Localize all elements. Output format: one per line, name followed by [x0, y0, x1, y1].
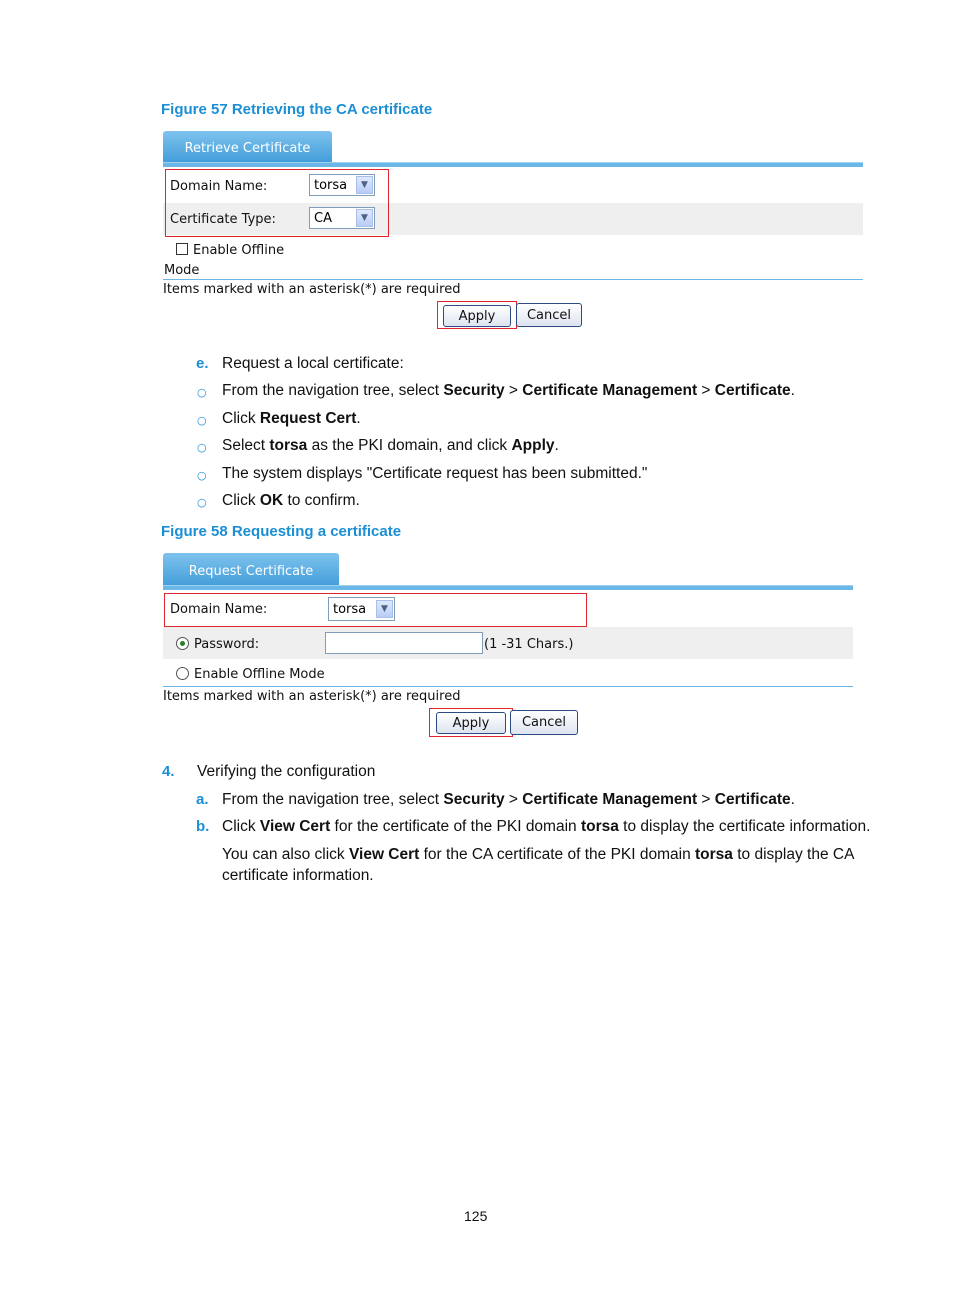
radio-selected-dot	[180, 641, 185, 646]
bullet-icon: ○	[197, 496, 207, 509]
domain-name-value: torsa	[333, 601, 367, 617]
figure-58-panel	[163, 553, 853, 743]
step-e-item-3: Select torsa as the PKI domain, and click Apply.	[222, 437, 559, 454]
figure-58-caption: Figure 58 Requesting a certificate	[161, 523, 402, 540]
apply-button[interactable]: Apply	[443, 305, 511, 327]
apply-button[interactable]: Apply	[436, 712, 506, 734]
step-b-text: Click View Cert for the certificate of the PKI domain torsa to display the certificate information.	[222, 818, 871, 835]
domain-name-value: torsa	[314, 177, 348, 193]
step-4-marker: 4.	[162, 763, 175, 780]
step-a-marker: a.	[196, 791, 209, 808]
tab-divider	[163, 162, 863, 167]
highlight-box	[164, 593, 587, 627]
bullet-icon: ○	[197, 386, 207, 399]
step-e-marker: e.	[196, 355, 209, 372]
chevron-down-icon: ▼	[356, 176, 373, 194]
password-hint: (1 -31 Chars.)	[484, 637, 574, 652]
step-e-item-1: From the navigation tree, select Security > Certificate Management > Certificate.	[222, 382, 795, 399]
chevron-down-icon: ▼	[356, 209, 373, 227]
domain-name-label: Domain Name:	[170, 179, 268, 194]
enable-offline-mode-label: Enable Offline Mode	[194, 667, 325, 682]
password-radio[interactable]	[176, 637, 189, 650]
step-b-extra-line-2: certificate information.	[222, 867, 374, 884]
step-b-extra-line-1: You can also click View Cert for the CA certificate of the PKI domain torsa to display the CA	[222, 846, 855, 863]
request-certificate-tab[interactable]: Request Certificate	[163, 553, 339, 589]
section-divider	[163, 279, 863, 280]
cancel-button[interactable]: Cancel	[510, 710, 578, 735]
step-e-item-5: Click OK to confirm.	[222, 492, 360, 509]
certificate-type-value: CA	[314, 210, 332, 226]
page-number: 125	[464, 1208, 488, 1224]
required-note: Items marked with an asterisk(*) are required	[163, 689, 461, 704]
enable-offline-checkbox[interactable]	[176, 243, 188, 255]
highlight-box	[165, 169, 389, 237]
step-e-intro: Request a local certificate:	[222, 355, 404, 372]
password-input[interactable]	[325, 632, 483, 654]
enable-offline-label: Enable Offline	[193, 243, 285, 258]
domain-name-label: Domain Name:	[170, 602, 268, 617]
step-a-text: From the navigation tree, select Security > Certificate Management > Certificate.	[222, 791, 795, 808]
bullet-icon: ○	[197, 469, 207, 482]
enable-offline-label-mode: Mode	[164, 263, 200, 278]
step-e-item-2: Click Request Cert.	[222, 410, 361, 427]
retrieve-certificate-tab[interactable]: Retrieve Certificate	[163, 131, 332, 165]
bullet-icon: ○	[197, 414, 207, 427]
certificate-type-label: Certificate Type:	[170, 212, 276, 227]
cancel-button[interactable]: Cancel	[516, 303, 582, 327]
step-e-item-4: The system displays "Certificate request has been submitted."	[222, 465, 648, 482]
step-b-marker: b.	[196, 818, 210, 835]
password-label: Password:	[194, 637, 260, 652]
step-4-title: Verifying the configuration	[197, 763, 376, 780]
figure-57-panel	[163, 131, 863, 331]
required-note: Items marked with an asterisk(*) are required	[163, 282, 461, 297]
figure-57-caption: Figure 57 Retrieving the CA certificate	[161, 101, 433, 118]
enable-offline-radio[interactable]	[176, 667, 189, 680]
chevron-down-icon: ▼	[376, 600, 393, 618]
section-divider	[163, 686, 853, 687]
tab-divider	[163, 585, 853, 590]
bullet-icon: ○	[197, 441, 207, 454]
